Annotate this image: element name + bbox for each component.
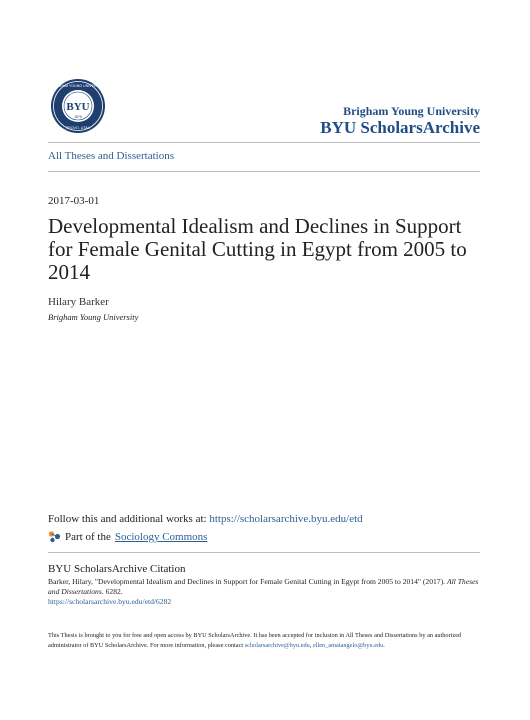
byu-seal-logo	[50, 78, 106, 134]
follow-line	[48, 513, 363, 525]
seal-year: 1875	[74, 115, 82, 119]
university-name: Brigham Young University	[343, 104, 480, 118]
sociology-commons-link[interactable]: Sociology Commons	[114, 530, 208, 543]
collection-divider	[48, 171, 480, 172]
seal-text: BYU	[66, 101, 90, 113]
institution-header	[320, 104, 480, 138]
header-divider	[48, 142, 480, 143]
citation-url-link[interactable]: https://scholarsarchive.byu.edu/etd/6282	[48, 597, 172, 606]
part-of-prefix: Part of the	[65, 530, 111, 543]
commons-network-icon	[48, 530, 61, 543]
document-title: Developmental Idealism and Declines in Support for Female Genital Cutting in Egypt from 2005 to 2014	[48, 214, 467, 284]
citation-number: . 6282.	[101, 587, 123, 596]
access-notice	[48, 631, 484, 650]
author-name: Hilary Barker	[48, 296, 109, 308]
citation-series: All Theses and Dissertations	[48, 577, 479, 596]
email-link-scholarsarchive[interactable]: scholarsarchive@byu.edu	[244, 641, 310, 649]
citation-text	[48, 577, 484, 607]
part-of-line	[48, 530, 207, 543]
email-separator: ,	[309, 641, 312, 649]
citation-heading: BYU ScholarsArchive Citation	[48, 563, 186, 575]
access-notice-text: This Thesis is brought to you for free and open access by BYU ScholarsArchive. It has been accepted for inclusion in All Theses and Dissertations by an authorized administrator of BYU ScholarsArchive. For more information, please contact	[48, 632, 462, 649]
publication-date: 2017-03-01	[48, 195, 100, 207]
collection-link[interactable]: All Theses and Dissertations	[48, 150, 174, 162]
follow-url-link[interactable]: https://scholarsarchive.byu.edu/etd	[209, 513, 363, 525]
citation-divider	[48, 552, 480, 553]
follow-prefix: Follow this and additional works at:	[48, 513, 207, 525]
seal-ring-top: BRIGHAM YOUNG UNIVERSITY	[51, 84, 105, 88]
citation-main: Barker, Hilary, "Developmental Idealism and Declines in Support for Female Genital Cutting in Egypt from 2005 to 2014" (2017).	[48, 577, 446, 586]
archive-name: BYU ScholarsArchive	[320, 118, 480, 137]
notice-end: .	[383, 641, 385, 649]
email-link-amatangelo[interactable]: ellen_amatangelo@byu.edu	[312, 641, 384, 649]
seal-ring-bottom: PROVO, UTAH	[65, 126, 91, 130]
author-affiliation: Brigham Young University	[48, 312, 139, 322]
